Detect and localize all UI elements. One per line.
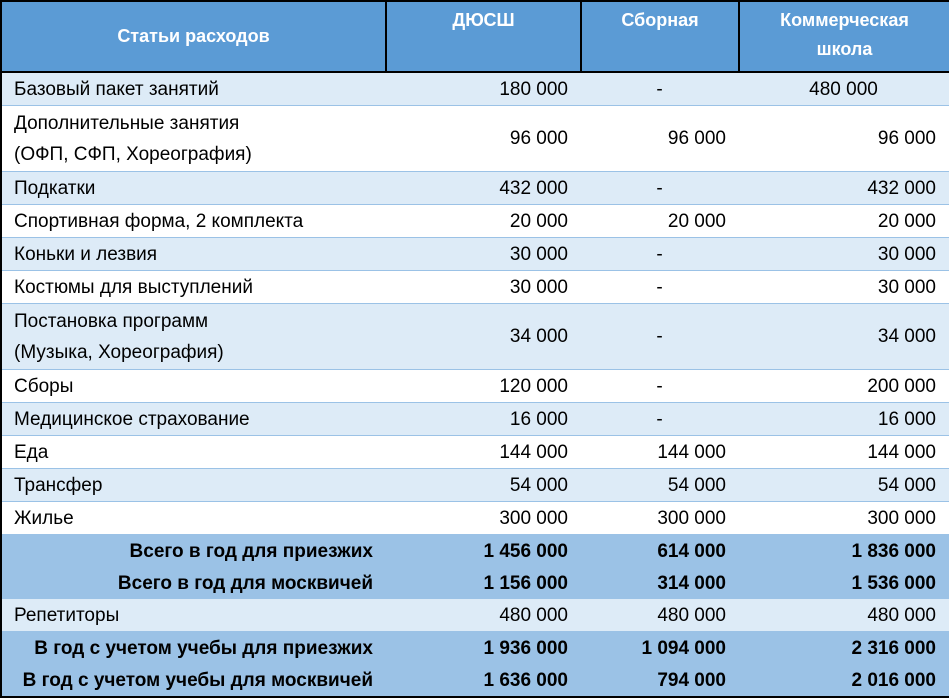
row-label-line: Коньки и лезвия (14, 243, 158, 265)
row-label (1, 664, 386, 697)
row-label (1, 205, 386, 238)
commercial-school-value: 20 000 (739, 205, 949, 238)
dyussh-value: 30 000 (386, 271, 581, 304)
row-label (1, 304, 386, 370)
table-row (1, 502, 949, 535)
dyussh-value: 20 000 (386, 205, 581, 238)
table-row (1, 469, 949, 502)
table-row (1, 106, 949, 172)
row-label-line: Репетиторы (14, 604, 120, 626)
dyussh-value: 30 000 (386, 238, 581, 271)
table-row (1, 304, 949, 370)
table-row (1, 238, 949, 271)
row-label-line: Костюмы для выступлений (14, 276, 253, 298)
row-label (1, 567, 386, 599)
row-label-line: (ОФП, СФП, Хореография) (14, 143, 252, 165)
total-row (1, 535, 949, 568)
row-label (1, 599, 386, 632)
row-label-line: Трансфер (14, 474, 103, 496)
row-label-line: (Музыка, Хореография) (14, 341, 224, 363)
row-label-line: Сборы (14, 375, 74, 397)
national-team-value: - (581, 271, 739, 304)
dyussh-value: 144 000 (386, 436, 581, 469)
total-row (1, 664, 949, 697)
commercial-school-value: 1 836 000 (739, 535, 949, 568)
dyussh-value: 1 936 000 (386, 632, 581, 665)
header-commercial-school: Коммерческая школа (739, 1, 949, 72)
row-label-line: В год с учетом учебы для москвичей (22, 669, 373, 691)
commercial-school-value: 2 316 000 (739, 632, 949, 665)
dyussh-value: 120 000 (386, 370, 581, 403)
dyussh-value: 180 000 (386, 72, 581, 106)
commercial-school-value: 480 000 (739, 599, 949, 632)
commercial-school-value: 480 000 (739, 72, 949, 106)
row-label-line: Спортивная форма, 2 комплекта (14, 210, 304, 232)
national-team-value: - (581, 403, 739, 436)
national-team-value: 314 000 (581, 567, 739, 599)
national-team-value: 144 000 (581, 436, 739, 469)
row-label-line: Подкатки (14, 177, 96, 199)
dyussh-value: 16 000 (386, 403, 581, 436)
row-label (1, 436, 386, 469)
commercial-school-value: 200 000 (739, 370, 949, 403)
total-row (1, 567, 949, 599)
national-team-value: - (581, 370, 739, 403)
row-label (1, 370, 386, 403)
dyussh-value: 34 000 (386, 304, 581, 370)
row-label-line: Дополнительные занятия (14, 112, 240, 134)
national-team-value: 300 000 (581, 502, 739, 535)
row-label-line: В год с учетом учебы для приезжих (34, 637, 373, 659)
dyussh-value: 480 000 (386, 599, 581, 632)
table-row (1, 271, 949, 304)
row-label-line: Всего в год для приезжих (129, 540, 373, 562)
row-label-line: Еда (14, 441, 49, 463)
national-team-value: - (581, 172, 739, 205)
row-label (1, 632, 386, 665)
row-label (1, 271, 386, 304)
row-label-line: Медицинское страхование (14, 408, 250, 430)
commercial-school-value: 16 000 (739, 403, 949, 436)
national-team-value: 614 000 (581, 535, 739, 568)
commercial-school-value: 96 000 (739, 106, 949, 172)
national-team-value: 480 000 (581, 599, 739, 632)
row-label-line: Жилье (14, 507, 74, 529)
commercial-school-value: 30 000 (739, 271, 949, 304)
total-row (1, 632, 949, 665)
row-label (1, 469, 386, 502)
table-row (1, 72, 949, 106)
header-national-team: Сборная (581, 1, 739, 72)
row-label-line: Базовый пакет занятий (14, 78, 219, 100)
national-team-value: - (581, 238, 739, 271)
table-row (1, 403, 949, 436)
national-team-value: - (581, 72, 739, 106)
national-team-value: 1 094 000 (581, 632, 739, 665)
commercial-school-value: 54 000 (739, 469, 949, 502)
row-label (1, 106, 386, 172)
national-team-value: - (581, 304, 739, 370)
commercial-school-value: 300 000 (739, 502, 949, 535)
national-team-value: 20 000 (581, 205, 739, 238)
table-row (1, 172, 949, 205)
commercial-school-value: 432 000 (739, 172, 949, 205)
dyussh-value: 432 000 (386, 172, 581, 205)
dyussh-value: 1 636 000 (386, 664, 581, 697)
national-team-value: 794 000 (581, 664, 739, 697)
dyussh-value: 96 000 (386, 106, 581, 172)
header-dyussh: ДЮСШ (386, 1, 581, 72)
row-label (1, 238, 386, 271)
commercial-school-value: 30 000 (739, 238, 949, 271)
row-label (1, 403, 386, 436)
row-label (1, 72, 386, 106)
dyussh-value: 1 156 000 (386, 567, 581, 599)
commercial-school-value: 144 000 (739, 436, 949, 469)
commercial-school-value: 2 016 000 (739, 664, 949, 697)
row-label (1, 172, 386, 205)
row-label (1, 535, 386, 568)
dyussh-value: 300 000 (386, 502, 581, 535)
table-row (1, 599, 949, 632)
table-row (1, 205, 949, 238)
table-row (1, 436, 949, 469)
national-team-value: 54 000 (581, 469, 739, 502)
table-row (1, 370, 949, 403)
commercial-school-value: 34 000 (739, 304, 949, 370)
commercial-school-value: 1 536 000 (739, 567, 949, 599)
row-label (1, 502, 386, 535)
dyussh-value: 1 456 000 (386, 535, 581, 568)
row-label-line: Постановка программ (14, 310, 209, 332)
row-label-line: Всего в год для москвичей (117, 572, 373, 594)
header-expense-items: Статьи расходов (1, 1, 386, 72)
header-row (1, 1, 949, 72)
national-team-value: 96 000 (581, 106, 739, 172)
dyussh-value: 54 000 (386, 469, 581, 502)
